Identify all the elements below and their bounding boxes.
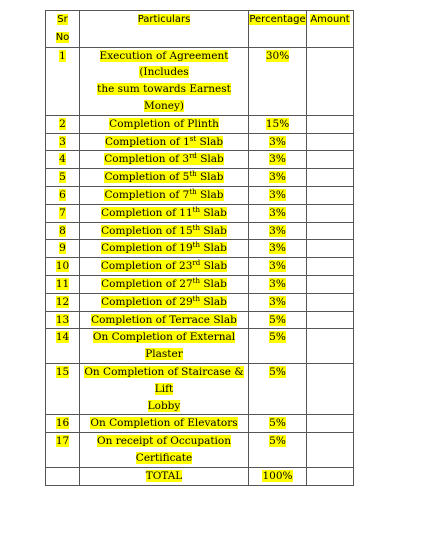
- particulars-prefix: Completion of 1: [104, 135, 190, 148]
- percentage-value: 5%: [269, 435, 286, 448]
- total-percentage-cell: [249, 467, 307, 485]
- percentage-cell: [249, 240, 307, 258]
- percentage-cell: [249, 169, 307, 187]
- sr-cell: [46, 186, 80, 204]
- particulars-cell: [80, 311, 249, 329]
- particulars-cell: [80, 115, 249, 133]
- ordinal-suffix: st: [189, 134, 197, 143]
- amount-cell: [307, 204, 354, 222]
- particulars-suffix: Slab: [196, 135, 224, 148]
- percentage-cell: [249, 329, 307, 364]
- particulars-text: [101, 278, 227, 290]
- table-row: [46, 47, 354, 115]
- header-particulars-label: Particulars: [137, 14, 191, 25]
- percentage-cell: [249, 415, 307, 433]
- particulars-prefix: Completion of 7: [104, 188, 190, 201]
- table-row: [46, 275, 354, 293]
- percentage-cell: [249, 311, 307, 329]
- sr-cell: [46, 258, 80, 276]
- particulars-text: [101, 260, 227, 272]
- particulars-cell: [80, 363, 249, 414]
- header-amount-label: Amount: [310, 14, 350, 25]
- percentage-value: 3%: [269, 206, 286, 219]
- amount-cell: [307, 186, 354, 204]
- particulars-prefix: Completion of 29: [101, 295, 193, 308]
- sr-cell: [46, 133, 80, 151]
- particulars-suffix: Slab: [199, 224, 227, 237]
- particulars-cell: [80, 415, 249, 433]
- percentage-value: 5%: [269, 417, 286, 430]
- amount-cell: [307, 415, 354, 433]
- particulars-suffix: Slab: [199, 295, 227, 308]
- sr-cell: [46, 169, 80, 187]
- particulars-text: Completion of Terrace Slab: [91, 313, 237, 326]
- percentage-cell: [249, 433, 307, 468]
- sr-number: 17: [55, 435, 70, 448]
- particulars-text: Completion of Plinth: [109, 117, 219, 130]
- table-row: [46, 363, 354, 414]
- sr-cell: [46, 240, 80, 258]
- particulars-cell: [80, 151, 249, 169]
- percentage-value: 15%: [265, 117, 290, 130]
- sr-number: 10: [55, 260, 70, 273]
- percentage-value: 3%: [269, 242, 286, 255]
- amount-cell: [307, 151, 354, 169]
- particulars-prefix: Completion of 3: [104, 153, 190, 166]
- sr-number: 13: [55, 313, 70, 326]
- percentage-cell: [249, 133, 307, 151]
- particulars-cell: [80, 169, 249, 187]
- percentage-cell: [249, 115, 307, 133]
- percentage-cell: [249, 186, 307, 204]
- particulars-suffix: Slab: [199, 242, 227, 255]
- percentage-cell: [249, 293, 307, 311]
- particulars-cell: [80, 433, 249, 468]
- percentage-value: 3%: [269, 224, 286, 237]
- ordinal-suffix: th: [189, 187, 197, 196]
- table-row: [46, 311, 354, 329]
- sr-cell: [46, 275, 80, 293]
- particulars-cell: [80, 258, 249, 276]
- amount-cell: [307, 258, 354, 276]
- payment-schedule-table: [45, 10, 354, 486]
- amount-cell: [307, 293, 354, 311]
- particulars-text: [101, 225, 227, 237]
- particulars-text: [101, 242, 227, 254]
- sr-number: 14: [55, 331, 70, 344]
- particulars-suffix: Slab: [196, 153, 224, 166]
- particulars-line: Execution of Agreement (Includes: [99, 49, 229, 79]
- percentage-cell: [249, 258, 307, 276]
- percentage-value: 5%: [269, 365, 286, 378]
- amount-cell: [307, 240, 354, 258]
- sr-cell: [46, 329, 80, 364]
- sr-cell: [46, 311, 80, 329]
- particulars-cell: [80, 240, 249, 258]
- table-row: [46, 204, 354, 222]
- header-sr-line2: No: [55, 31, 70, 43]
- sr-number: 4: [59, 153, 66, 166]
- amount-cell: [307, 222, 354, 240]
- table-row: [46, 240, 354, 258]
- amount-cell: [307, 311, 354, 329]
- sr-number: 8: [59, 224, 66, 237]
- sr-number: 2: [59, 117, 66, 130]
- particulars-suffix: Slab: [200, 260, 228, 273]
- sr-cell: [46, 151, 80, 169]
- particulars-text: On Completion of Elevators: [90, 417, 238, 430]
- percentage-cell: [249, 47, 307, 115]
- particulars-prefix: Completion of 5: [104, 171, 190, 184]
- table-row: [46, 186, 354, 204]
- particulars-cell: [80, 186, 249, 204]
- table-row: [46, 415, 354, 433]
- table-row: [46, 222, 354, 240]
- percentage-cell: [249, 204, 307, 222]
- particulars-text: [104, 153, 224, 165]
- total-amount-cell: [307, 467, 354, 485]
- percentage-value: 5%: [269, 331, 286, 344]
- amount-cell: [307, 363, 354, 414]
- particulars-suffix: Slab: [199, 206, 227, 219]
- percentage-value: 3%: [269, 295, 286, 308]
- sr-number: 3: [59, 135, 66, 148]
- percentage-value: 3%: [269, 188, 286, 201]
- amount-cell: [307, 169, 354, 187]
- percentage-value: 3%: [269, 277, 286, 290]
- particulars-cell: [80, 222, 249, 240]
- particulars-text: [101, 296, 227, 308]
- sr-number: 16: [55, 417, 70, 430]
- particulars-cell: [80, 47, 249, 115]
- particulars-text: [105, 136, 223, 148]
- particulars-cell: [80, 133, 249, 151]
- total-row: [46, 467, 354, 485]
- sr-number: 6: [59, 188, 66, 201]
- particulars-text: [104, 171, 223, 183]
- amount-cell: [307, 433, 354, 468]
- amount-cell: [307, 275, 354, 293]
- total-label-cell: [80, 467, 249, 485]
- particulars-line: On receipt of Occupation: [97, 435, 231, 448]
- sr-number: 12: [55, 295, 70, 308]
- particulars-suffix: Slab: [199, 277, 227, 290]
- header-percentage: [249, 11, 307, 48]
- percentage-cell: [249, 275, 307, 293]
- particulars-cell: [80, 204, 249, 222]
- table-row: [46, 133, 354, 151]
- particulars-prefix: Completion of 11: [101, 206, 193, 219]
- sr-number: 7: [59, 206, 66, 219]
- header-particulars: [80, 11, 249, 48]
- particulars-line: Certificate: [135, 451, 193, 464]
- sr-cell: [46, 363, 80, 414]
- particulars-line: On Completion of Staircase & Lift: [84, 365, 244, 395]
- ordinal-suffix: th: [192, 205, 200, 214]
- percentage-cell: [249, 222, 307, 240]
- header-row: [46, 11, 354, 48]
- percentage-value: 3%: [269, 171, 286, 184]
- particulars-text: [101, 207, 227, 219]
- amount-cell: [307, 115, 354, 133]
- particulars-suffix: Slab: [196, 188, 224, 201]
- particulars-text: [104, 189, 223, 201]
- percentage-value: 3%: [269, 153, 286, 166]
- ordinal-suffix: th: [192, 294, 200, 303]
- amount-cell: [307, 133, 354, 151]
- sr-cell: [46, 415, 80, 433]
- sr-cell: [46, 293, 80, 311]
- ordinal-suffix: th: [192, 223, 200, 232]
- ordinal-suffix: rd: [189, 152, 197, 161]
- header-sr-no: [46, 11, 80, 48]
- ordinal-suffix: th: [192, 276, 200, 285]
- total-percentage: 100%: [262, 469, 293, 482]
- percentage-value: 3%: [269, 260, 286, 273]
- sr-number: 15: [55, 365, 70, 378]
- particulars-line: the sum towards Earnest Money): [97, 83, 231, 112]
- table-row: [46, 433, 354, 468]
- total-sr-cell: [46, 467, 80, 485]
- header-percentage-label: Percentage: [249, 14, 306, 25]
- table-row: [46, 293, 354, 311]
- ordinal-suffix: th: [192, 241, 200, 250]
- particulars-cell: [80, 275, 249, 293]
- particulars-suffix: Slab: [196, 171, 224, 184]
- ordinal-suffix: rd: [192, 259, 201, 268]
- sr-cell: [46, 433, 80, 468]
- percentage-value: 30%: [265, 49, 290, 62]
- sr-cell: [46, 204, 80, 222]
- sr-cell: [46, 47, 80, 115]
- percentage-value: 3%: [269, 135, 286, 148]
- particulars-prefix: Completion of 23: [100, 260, 193, 273]
- particulars-prefix: Completion of 19: [101, 242, 193, 255]
- particulars-text: On Completion of External Plaster: [92, 331, 236, 361]
- sr-number: 5: [59, 171, 66, 184]
- table-row: [46, 329, 354, 364]
- sr-number: 11: [55, 277, 70, 290]
- particulars-line: Lobby: [147, 399, 181, 412]
- particulars-prefix: Completion of 27: [101, 277, 193, 290]
- amount-cell: [307, 329, 354, 364]
- header-sr-line1: Sr: [57, 14, 68, 25]
- sr-cell: [46, 115, 80, 133]
- table-row: [46, 115, 354, 133]
- sr-cell: [46, 222, 80, 240]
- sr-number: 9: [59, 242, 66, 255]
- total-label: TOTAL: [145, 469, 183, 482]
- particulars-prefix: Completion of 15: [101, 224, 193, 237]
- sr-number: 1: [59, 49, 66, 62]
- table-row: [46, 258, 354, 276]
- percentage-cell: [249, 151, 307, 169]
- header-amount: [307, 11, 354, 48]
- table-row: [46, 151, 354, 169]
- ordinal-suffix: th: [189, 170, 197, 179]
- table-row: [46, 169, 354, 187]
- amount-cell: [307, 47, 354, 115]
- percentage-value: 5%: [269, 313, 286, 326]
- percentage-cell: [249, 363, 307, 414]
- particulars-cell: [80, 329, 249, 364]
- particulars-cell: [80, 293, 249, 311]
